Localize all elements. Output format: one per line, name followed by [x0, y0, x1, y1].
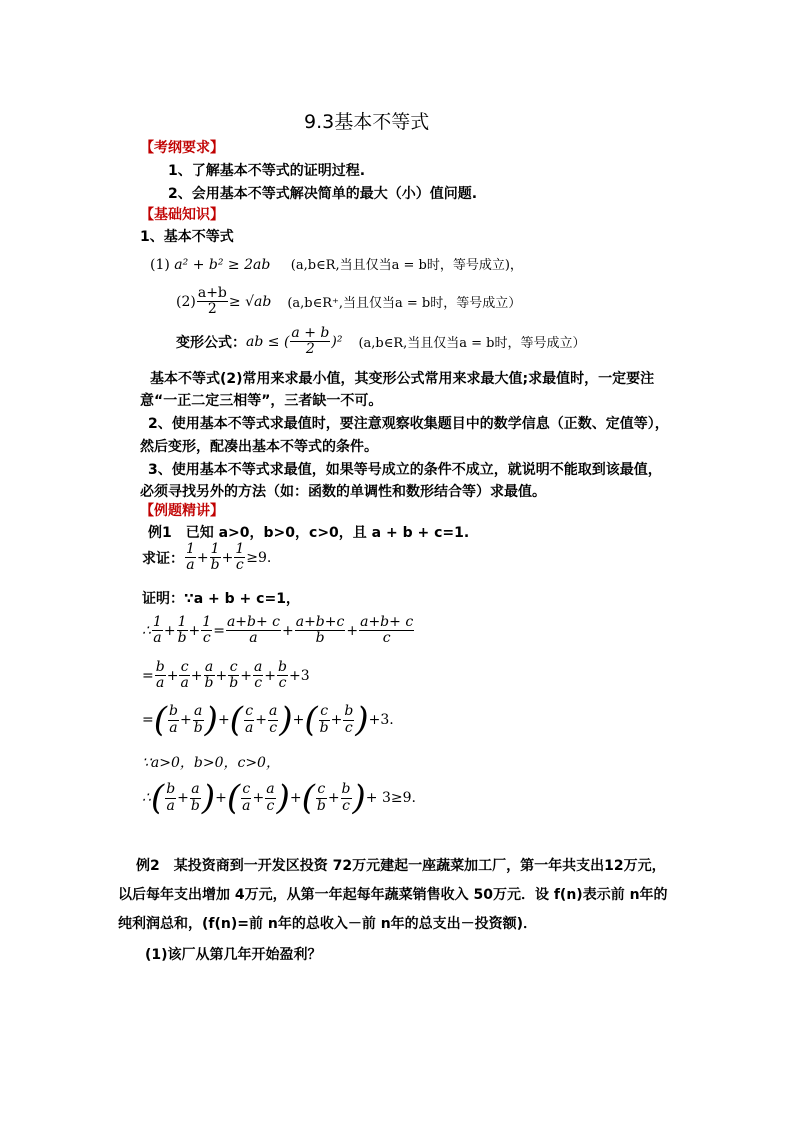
- paragraph: 3、使用基本不等式求最值，如果等号成立的条件不成立，就说明不能取到该最值，: [148, 462, 662, 478]
- requirement-item: 2、会用基本不等式解决简单的最大（小）值问题.: [168, 186, 478, 202]
- formula-2: (2) $\frac{a+b}{2}$ ≥ √ab (a,b∈R⁺,当且仅当a = b时，等号成立）: [176, 285, 522, 318]
- section-heading-examples: 【例题精讲】: [140, 503, 224, 519]
- example1-goal: 求证： $\frac{1}{a}$ + $\frac{1}{b}$ + $\frac{1}{c}$ ≥9.: [142, 541, 272, 574]
- proof-line-4: ∴ ( $\frac{b}{a}$ + $\frac{a}{b}$ ) + ( $\frac{c}{a}$ + $\frac{a}{c}$ ) + ( $\frac{c}{b}$ + $\frac{b}{c}$ ) + 3≥9.: [142, 778, 416, 818]
- section-heading-requirements: 【考纲要求】: [140, 140, 224, 156]
- example2-text: 纯利润总和，(f(n)=前 n年的总收入－前 n年的总支出－投资额)．: [118, 916, 538, 932]
- page-title: 9.3基本不等式: [304, 111, 430, 133]
- proof-line-1: ∴ $\frac{1}{a}$ + $\frac{1}{b}$ + $\frac{1}{c}$ = $\frac{a+b+ c}{a}$ + $\frac{a+b+c}{b}$ + $\frac{a+b+ c}{c}$: [142, 614, 414, 647]
- paragraph: 基本不等式(2)常用来求最小值，其变形公式常用来求最大值;求最值时，一定要注: [150, 371, 655, 387]
- example2-question-1: (1)该厂从第几年开始盈利？: [145, 947, 322, 963]
- paragraph: 然后变形，配凑出基本不等式的条件。: [140, 439, 378, 455]
- paragraph: 必须寻找另外的方法（如：函数的单调性和数形结合等）求最值。: [140, 484, 546, 500]
- proof-start: 证明：∵a + b + c=1，: [142, 591, 300, 607]
- basics-item-1: 1、基本不等式: [140, 229, 234, 245]
- paragraph: 2、使用基本不等式求最值时，要注意观察收集题目中的数学信息（正数、定值等），: [148, 416, 669, 432]
- example1-statement: 例1 已知 a>0，b>0，c>0，且 a + b + c=1.: [148, 525, 470, 541]
- proof-line-3: = ( $\frac{b}{a}$ + $\frac{a}{b}$ ) + ( $\frac{c}{a}$ + $\frac{a}{c}$ ) + ( $\frac{c}{b}$ + $\frac{b}{c}$ ) +3.: [142, 700, 394, 740]
- example2-text: 例2 某投资商到一开发区投资 72万元建起一座蔬菜加工厂，第一年共支出12万元，: [136, 858, 666, 874]
- formula-1: (1) a² + b² ≥ 2ab (a,b∈R,当且仅当a = b时，等号成立)，: [150, 257, 523, 273]
- requirement-item: 1、了解基本不等式的证明过程.: [168, 163, 366, 179]
- proof-line-2: = $\frac{b}{a}$ + $\frac{c}{a}$ + $\frac{a}{b}$ + $\frac{c}{b}$ + $\frac{a}{c}$ + $\frac{b}{c}$ +3: [142, 659, 310, 692]
- proof-positivity: ∵a>0，b>0，c>0，: [142, 755, 280, 771]
- example2-text: 以后每年支出增加 4万元，从第一年起每年蔬菜销售收入 50万元．设 f(n)表示前 n年的: [118, 887, 668, 903]
- variant-formula: 变形公式： ab ≤ ( $\frac{a + b}{2}$ )² (a,b∈R,当且仅当a = b时，等号成立）: [176, 325, 586, 358]
- paragraph: 意“一正二定三相等”，三者缺一不可。: [140, 393, 383, 409]
- section-heading-basics: 【基础知识】: [140, 207, 224, 223]
